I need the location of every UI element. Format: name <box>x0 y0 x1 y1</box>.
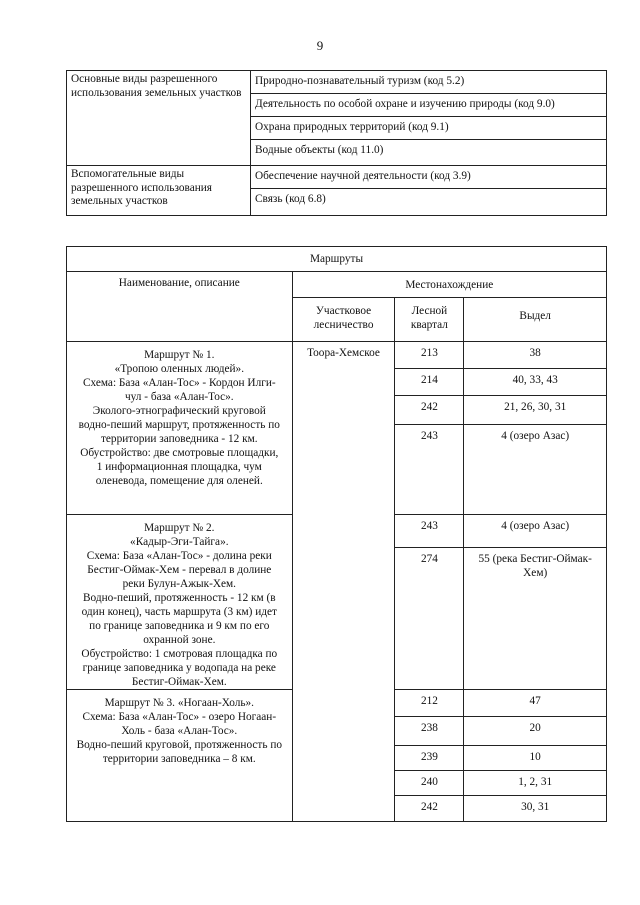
allotment-cell: 21, 26, 30, 31 <box>464 396 607 425</box>
col-header-name: Наименование, описание <box>67 272 293 342</box>
quarter-cell: 214 <box>395 369 464 396</box>
quarter-cell: 240 <box>395 771 464 796</box>
quarter-cell: 238 <box>395 717 464 746</box>
aux-use-item: Связь (код 6.8) <box>251 189 607 216</box>
forestry-cell: Тоора-Хемское <box>292 342 395 822</box>
routes-body <box>67 342 607 822</box>
route-description: Маршрут № 2. «Кадыр-Эги-Тайга». Схема: База «Алан-Тос» - долина реки Бестиг-Оймак-Хем - перевал в долине реки Булун-Ажык-Хем. Водно-пеший, протяженность - 12 км (в один конец), часть маршрута (3 км) идет по границе заповедника и 9 км по его охранной зоне. Обустройство: 1 смотровая площадка по границе заповедника у водопада на реке Бестиг-Оймак-Хем. <box>67 515 293 690</box>
page-number: 9 <box>316 38 324 53</box>
allotment-cell: 4 (озеро Азас) <box>464 515 607 548</box>
quarter-cell: 242 <box>395 396 464 425</box>
main-use-item: Водные объекты (код 11.0) <box>251 140 607 166</box>
quarter-cell: 212 <box>395 690 464 717</box>
allotment-cell: 1, 2, 31 <box>464 771 607 796</box>
quarter-cell: 274 <box>395 547 464 689</box>
land-use-table <box>66 70 607 216</box>
allotment-cell: 20 <box>464 717 607 746</box>
allotment-cell: 40, 33, 43 <box>464 369 607 396</box>
allotment-cell: 4 (озеро Азас) <box>464 425 607 515</box>
col-header-quarter: Лесной квартал <box>395 298 464 342</box>
allotment-cell: 55 (река Бестиг-Оймак-Хем) <box>464 547 607 689</box>
allotment-cell: 30, 31 <box>464 796 607 822</box>
routes-title: Маршруты <box>67 247 607 272</box>
route-description: Маршрут № 3. «Ногаан-Холь». Схема: База «Алан-Тос» - озеро Ногаан-Холь - база «Алан-Тос». Водно-пеший круговой, протяженность по территории заповедника – 8 км. <box>67 690 293 822</box>
aux-use-item: Обеспечение научной деятельности (код 3.9) <box>251 166 607 189</box>
col-header-allotment: Выдел <box>464 298 607 342</box>
col-header-location: Местонахождение <box>292 272 606 298</box>
main-use-item: Деятельность по особой охране и изучению природы (код 9.0) <box>251 94 607 117</box>
col-header-forestry: Участковое лесничество <box>292 298 395 342</box>
allotment-cell: 38 <box>464 342 607 369</box>
main-use-item: Охрана природных территорий (код 9.1) <box>251 117 607 140</box>
routes-table <box>66 246 607 822</box>
quarter-cell: 239 <box>395 746 464 771</box>
main-use-item: Природно-познавательный туризм (код 5.2) <box>251 71 607 94</box>
aux-use-label: Вспомогательные виды разрешенного использования земельных участков <box>67 166 251 216</box>
allotment-cell: 10 <box>464 746 607 771</box>
quarter-cell: 243 <box>395 515 464 548</box>
quarter-cell: 243 <box>395 425 464 515</box>
quarter-cell: 242 <box>395 796 464 822</box>
allotment-cell: 47 <box>464 690 607 717</box>
quarter-cell: 213 <box>395 342 464 369</box>
route-description: Маршрут № 1. «Тропою оленных людей». Схема: База «Алан-Тос» - Кордон Илги-чул - база «Алан-Тос». Эколого-этнографический круговой водно-пеший маршрут, протяженность по территории заповедника - 12 км. Обустройство: две смотровые площадки, 1 информационная площадка, чум оленевода, помещение для оленей. <box>67 342 293 515</box>
main-use-label: Основные виды разрешенного использования земельных участков <box>67 71 251 166</box>
